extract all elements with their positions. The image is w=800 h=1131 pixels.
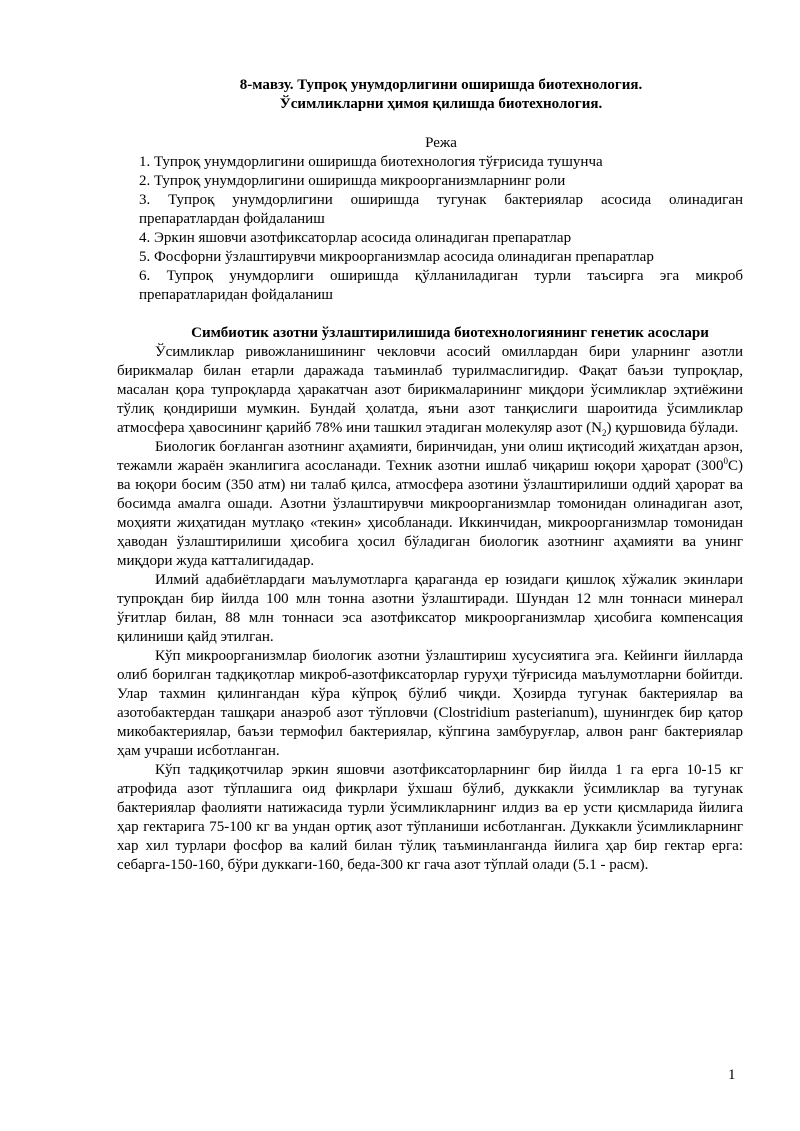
degree-superscript: 0 — [723, 456, 728, 466]
document-title — [139, 76, 743, 114]
paragraph-1-text: Ўсимликлар ривожланишининг чекловчи асосий омиллардан бири уларнинг азотли бирикмалар билан етарли даражада таъминлаб турилмаслигидир. Фақат баъзи тупроқлар, масалан қора тупроқларда ҳаракатчан азот бирикмаларининг миқдори ўсимликлар эҳтиёжини тўлиқ қондириши мумкин. Бундай ҳолатда, яъни азот танқислиги шароитида ўсимликлар атмосфера ҳавосининг қарийб 78% ини ташкил этадиган молекуляр азот (N — [117, 344, 743, 436]
plan-item: 5. Фосфорни ўзлаштирувчи микроорганизмлар асосида олинадиган препаратлар — [139, 249, 654, 265]
paragraph-3: Илмий адабиётлардаги маълумотларга қараганда ер юзидаги қишлоқ хўжалик экинлари тупроқдан бир йилда 100 млн тонна азотни ўзлаштиради. Шундан 12 млн тоннаси минерал ўғитлар билан, 88 млн тоннаси эса азотфиксатор микроорганизмлар ҳисобига компенсация қилиниши қайд этилган. — [117, 572, 743, 645]
paragraph-1 — [117, 343, 743, 438]
plan-list — [139, 153, 743, 305]
paragraph-5: Кўп тадқиқотчилар эркин яшовчи азотфиксаторларнинг бир йилда 1 га ерга 10-15 кг атрофида азот тўплашига оид фикрлари ўхшаш бўлиб, дуккакли ўсимликлар ва тугунак бактериялар фаолияти натижасида турли ўсимликларнинг илдиз ва ер усти қисмларида йилига ҳар гектарига 75-100 кг ва ундан ортиқ азот тўпланиши исботланган. Дуккакли ўсимликларнинг хар хил турлари фосфор ва калий билан тўлиқ таъминланганда йилига ҳар бир гектар ерга: себарга-150-160, бўри дуккаги-160, беда-300 кг гача азот тўплай олади (5.1 - расм). — [117, 762, 743, 873]
plan-item: 6. Тупроқ унумдорлиги оширишда қўлланиладиган турли таъсирга эга микроб препаратларидан фойдаланиш — [139, 268, 743, 303]
title-line-2: Ўсимликларни ҳимоя қилишда биотехнология. — [279, 96, 603, 112]
plan-item: 4. Эркин яшовчи азотфиксаторлар асосида олинадиган препаратлар — [139, 230, 572, 246]
section-body — [117, 343, 743, 875]
document-page — [117, 76, 743, 875]
paragraph-2-text: Биологик боғланган азотнинг аҳамияти, биринчидан, уни олиш иқтисодий жиҳатдан арзон, тежамли жараён эканлигига асосланади. Техник азотни ишлаб чиқариш юқори ҳарорат (300 — [117, 439, 743, 474]
plan-item: 2. Тупроқ унумдорлигини оширишда микроорганизмларнинг роли — [139, 173, 566, 189]
title-line-1: 8-мавзу. Тупроқ унумдорлигини оширишда биотехнология. — [239, 77, 643, 93]
paragraph-4: Кўп микроорганизмлар биологик азотни ўзлаштириш хусусиятига эга. Кейинги йилларда олиб борилган тадқиқотлар микроб-азотфиксаторлар гуруҳи тўғрисида маълумотларни бойитди. Улар тахмин қилингандан кўра кўпроқ бўлиб чиқди. Ҳозирда тугунак бактериялар ва азотобактердан ташқари анаэроб азот тўпловчи (Clostridium pasterianum), шунингдек бир қатор микобактериялар, баъзи термофил бактериялар, кўпгина замбуруғлар, алвон ранг бактериялар ҳам учраши исботланган. — [117, 648, 743, 759]
plan-item: 1. Тупроқ унумдорлигини оширишда биотехнология тўғрисида тушунча — [139, 154, 603, 170]
paragraph-1-end: ) қуршовида бўлади. — [606, 420, 739, 436]
paragraph-2-end: С) ва юқори босим (350 атм) ни талаб қилса, атмосфера азотини ўзлаштирилиши оддий ҳарорат ва босимда амалга ошади. Азотни ўзлаштирувчи микроорганизмлар томонидан олинадиган азот, моҳияти жиҳатидан мутлақо «текин» ҳисобланади. Иккинчидан, микроорганизмлар томонидан ҳаводан ўзлаштирилиши ҳисобига ҳосил бўладиган биологик азотнинг аҳамияти ва унинг миқдори жуда катталигидадар. — [117, 458, 743, 569]
plan-item: 3. Тупроқ унумдорлигини оширишда тугунак бактериялар асосида олинадиган препаратлардан фойдаланиш — [139, 192, 743, 227]
page-number: 1 — [728, 1067, 736, 1083]
plan-heading: Режа — [425, 135, 457, 151]
section-title: Симбиотик азотни ўзлаштирилишида биотехнологиянинг генетик асослари — [191, 325, 709, 341]
n2-subscript: 2 — [601, 428, 607, 438]
paragraph-2 — [117, 438, 743, 571]
